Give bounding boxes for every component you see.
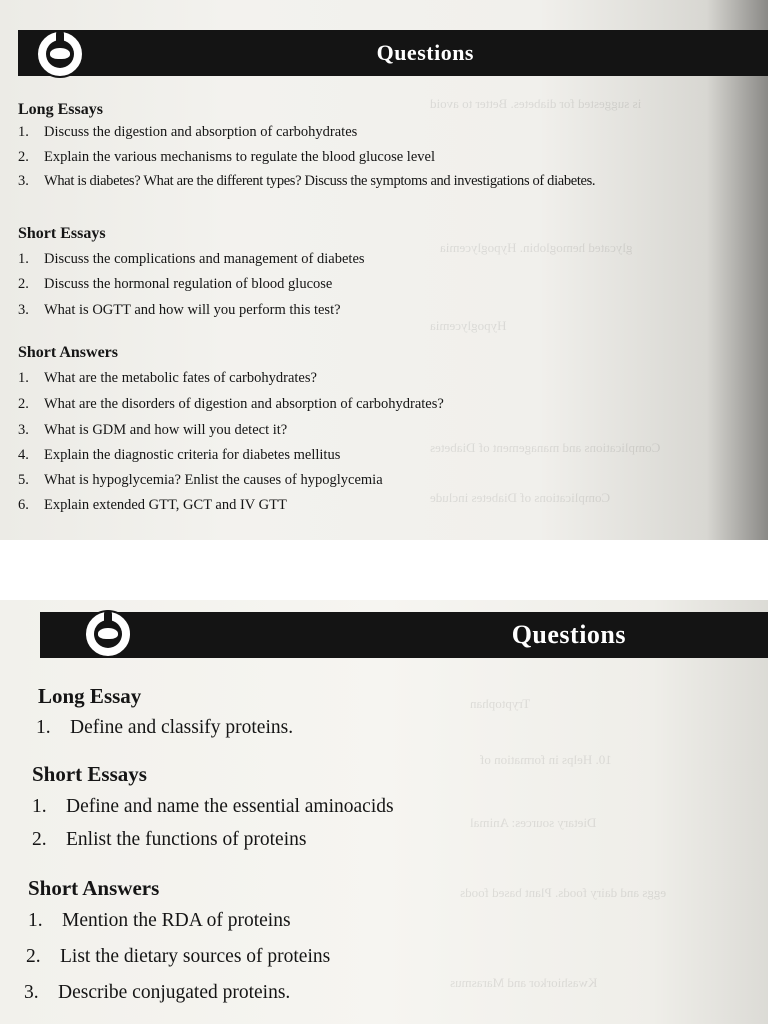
publisher-logo-icon bbox=[84, 610, 132, 658]
list-item: 3. What is GDM and how will you detect it? bbox=[18, 422, 288, 438]
page-gap bbox=[0, 540, 768, 600]
section-heading-short-answers: Short Answers bbox=[18, 344, 119, 361]
questions-banner bbox=[18, 30, 768, 76]
bottom-page: Tryptophan 10. Helps in formation of Dietary sources: Animal eggs and dairy foods. Plant based foods Kwashiorkor and Marasmus Questions Long Essay 1. Define and classify proteins. Short Essays 1. Define and name the essential aminoacids 2. Enlist the functions of proteins Short Answers 1. Mention the RDA of proteins 2. List the dietary sources of proteins 3. Describe conjugated proteins. bbox=[0, 600, 768, 1024]
list-item: 2. List the dietary sources of proteins bbox=[26, 946, 331, 967]
list-item: 3. What is OGTT and how will you perform this test? bbox=[18, 302, 341, 318]
list-item: 2. What are the disorders of digestion and absorption of carbohydrates? bbox=[18, 396, 444, 412]
section-heading-short-essays: Short Essays bbox=[32, 762, 147, 786]
list-item: 2. Explain the various mechanisms to regulate the blood glucose level bbox=[18, 149, 435, 165]
list-item: 4. Explain the diagnostic criteria for diabetes mellitus bbox=[18, 447, 341, 463]
list-item: 1. Define and name the essential aminoacids bbox=[32, 796, 394, 817]
banner-title: Questions bbox=[376, 40, 474, 65]
list-item: 1. Mention the RDA of proteins bbox=[28, 910, 291, 931]
list-item: 1. Discuss the complications and management of diabetes bbox=[18, 251, 365, 267]
section-heading-short-answers: Short Answers bbox=[28, 876, 160, 900]
list-item: 1. What are the metabolic fates of carbohydrates? bbox=[18, 370, 317, 386]
list-item: 6. Explain extended GTT, GCT and IV GTT bbox=[18, 497, 287, 513]
list-item: 1. Discuss the digestion and absorption of carbohydrates bbox=[18, 124, 358, 140]
top-page: is suggested for diabetes. Better to avoid glycated hemoglobin. Hypoglycemia Hypoglycemia Complications and management of Diabetes Complications of Diabetes include Questions Long Essays 1. Discuss the digestion and absorption of carbohydrates 2. Explain the various mechanisms to regulate the blood glucose level 3. What is diabetes? What are the different types? Discuss the symptoms and investigations of diabetes. Short Essays 1. Discuss the complications and management of diabetes 2. Discuss the hormonal regulation of blood glucose 3. What is OGTT and how will you perform this test? Short Answers 1. What are the metabolic fates of carbohydrates? 2. What are the disorders of digestion and absorption of carbohydrates? 3. What is GDM and how will you detect it? 4. Explain the diagnostic criteria for diabetes mellitus 5. What is hypoglycemia? Enlist the causes of hypoglycemia 6. Explain extended GTT, GCT and IV GTT bbox=[0, 0, 768, 540]
section-heading-short-essays: Short Essays bbox=[18, 225, 106, 242]
banner-title: Questions bbox=[511, 620, 626, 649]
list-item: 5. What is hypoglycemia? Enlist the causes of hypoglycemia bbox=[18, 472, 383, 488]
publisher-logo-icon bbox=[36, 30, 84, 78]
section-heading-long-essays: Long Essays bbox=[18, 101, 103, 118]
list-item: 2. Discuss the hormonal regulation of blood glucose bbox=[18, 276, 333, 292]
section-heading-long-essay: Long Essay bbox=[38, 684, 142, 708]
list-item: 1. Define and classify proteins. bbox=[36, 717, 294, 738]
questions-banner bbox=[40, 612, 768, 658]
list-item: 2. Enlist the functions of proteins bbox=[32, 829, 307, 850]
list-item: 3. What is diabetes? What are the different types? Discuss the symptoms and investigations of diabetes. bbox=[18, 173, 596, 189]
list-item: 3. Describe conjugated proteins. bbox=[24, 982, 291, 1003]
